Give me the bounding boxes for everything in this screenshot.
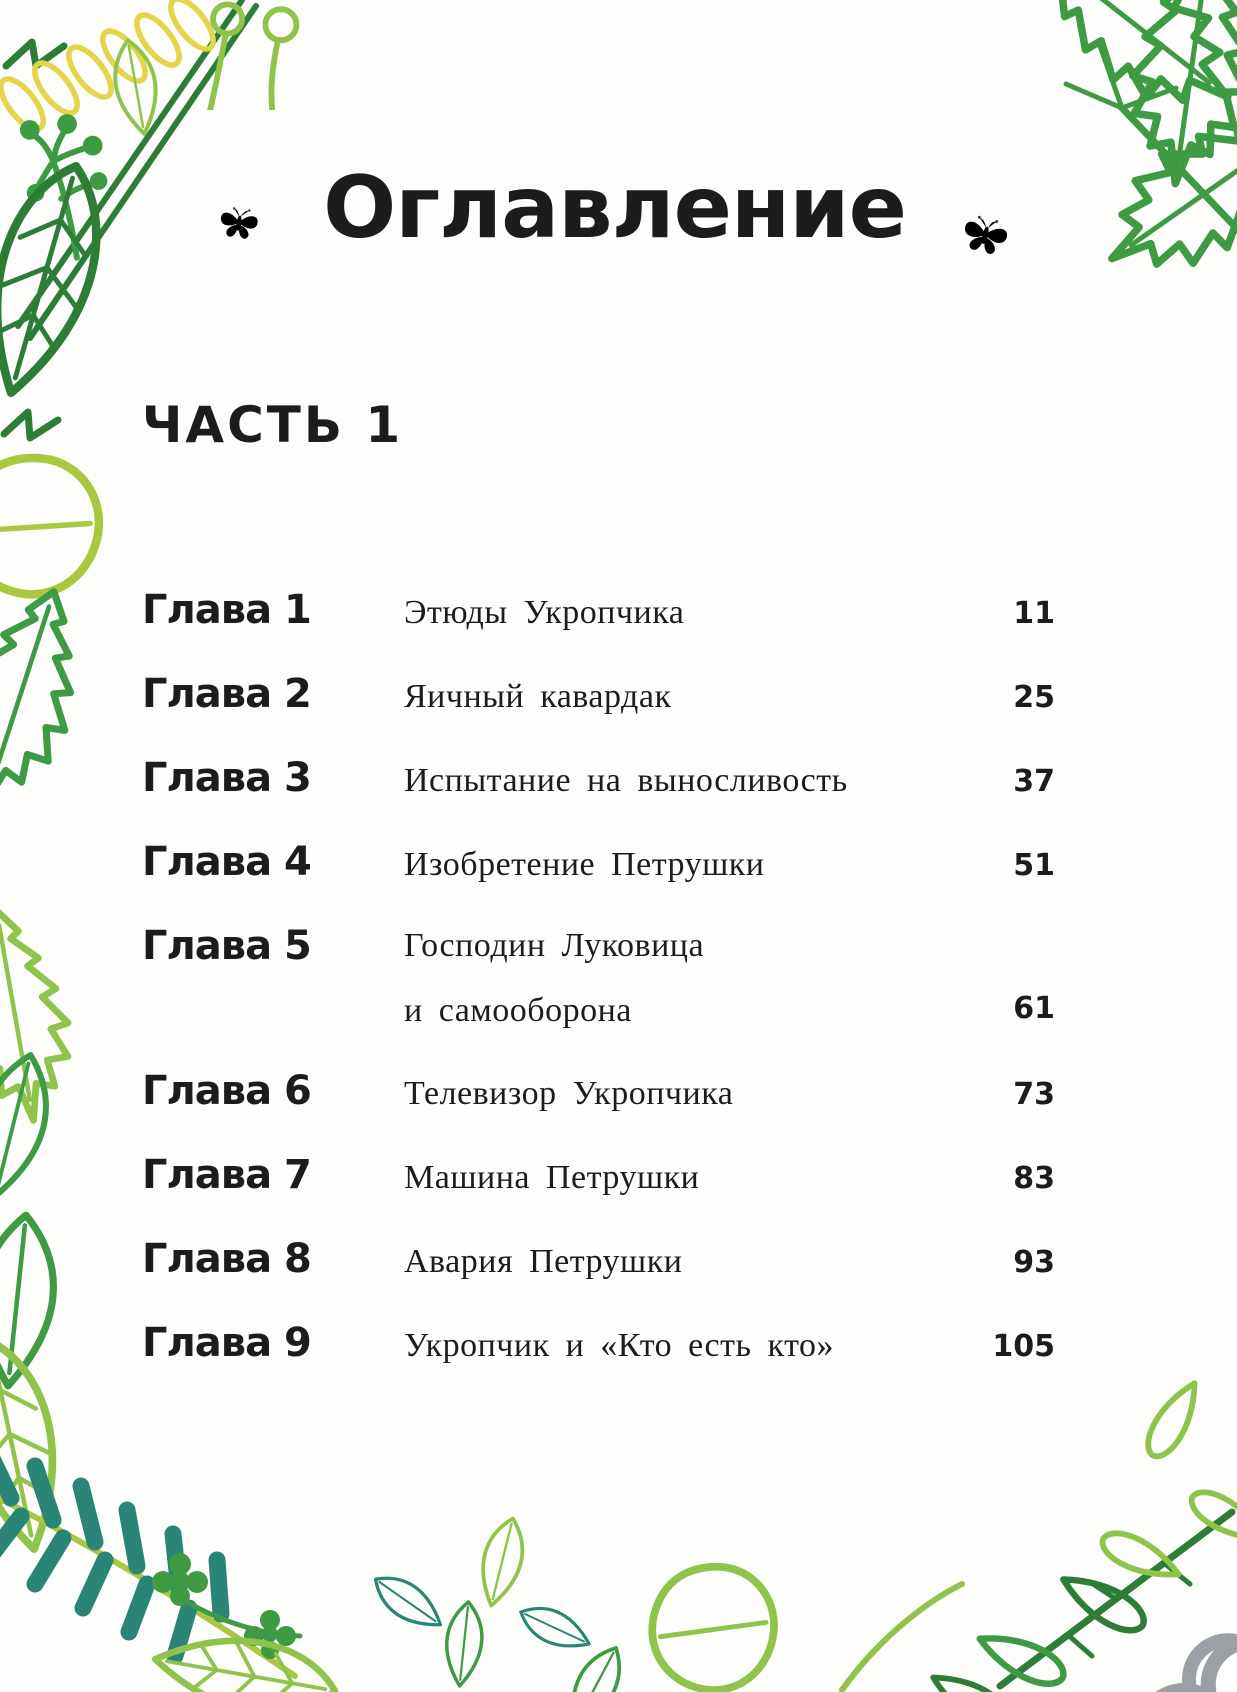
toc-row	[142, 756, 1055, 804]
toc-row	[142, 1153, 1055, 1201]
toc-row	[142, 1321, 1055, 1369]
chapter-title: Изобретение Петрушки	[404, 846, 765, 883]
leaf-doodle	[501, 1572, 610, 1684]
butterfly-icon	[213, 193, 267, 243]
chapter-label: Глава 2	[142, 671, 311, 717]
page-number: 61	[1013, 991, 1055, 1026]
chapter-title: Телевизор Укропчика	[404, 1075, 734, 1112]
leaf-doodle	[351, 1545, 466, 1659]
page-number: 93	[1013, 1245, 1055, 1280]
page-number: 51	[1013, 848, 1055, 883]
chapter-title: Авария Петрушки	[404, 1243, 683, 1280]
page-title: Оглавление	[323, 158, 906, 258]
leaf-doodle	[116, 1595, 373, 1692]
chapter-label: Глава 7	[142, 1152, 311, 1198]
leaf-doodle	[454, 1492, 551, 1633]
chapter-title	[404, 924, 983, 1033]
leaf-doodle	[0, 556, 149, 840]
toc-row	[142, 1069, 1055, 1117]
chapter-label: Глава 6	[142, 1068, 311, 1114]
page-number: 11	[1013, 596, 1055, 631]
leaf-doodle	[0, 1308, 106, 1582]
chapter-title: Укропчик и «Кто есть кто»	[404, 1327, 834, 1364]
chapter-label: Глава 5	[142, 923, 311, 969]
toc-row	[142, 1237, 1055, 1285]
part-heading: ЧАСТЬ 1	[142, 396, 404, 454]
chapter-title-line1: Господин Луковица	[404, 927, 705, 964]
leaf-doodle	[0, 857, 114, 1174]
yellow-loops-doodle	[0, 0, 242, 132]
leaf-doodle	[0, 1172, 94, 1429]
toc-row	[142, 840, 1055, 888]
table-of-contents	[142, 588, 1055, 1405]
toc-row	[142, 672, 1055, 720]
leaf-doodle	[90, 23, 181, 152]
flower-cluster-doodle	[150, 1538, 320, 1678]
chapter-label: Глава 1	[142, 587, 311, 633]
squiggle-doodle	[0, 0, 80, 90]
chapter-label: Глава 8	[142, 1236, 311, 1282]
fern-doodle	[0, 1438, 295, 1692]
leaf-doodle	[427, 1589, 502, 1692]
chapter-title: Машина Петрушки	[404, 1159, 700, 1196]
chapter-title: Яичный кавардак	[404, 678, 672, 715]
flower-branch-doodle	[932, 1498, 1237, 1692]
leaf-doodle	[0, 432, 142, 619]
chapter-label: Глава 4	[142, 839, 311, 885]
leaf-doodle	[629, 1550, 795, 1692]
leaf-doodle	[542, 1629, 648, 1692]
ring-berries-doodle	[182, 0, 310, 110]
page-number: 105	[992, 1329, 1055, 1364]
page-number: 25	[1013, 680, 1055, 715]
page-number: 83	[1013, 1161, 1055, 1196]
chapter-label: Глава 3	[142, 755, 311, 801]
leaf-doodle	[0, 1018, 90, 1234]
page-header	[0, 158, 1237, 258]
toc-row	[142, 588, 1055, 636]
chapter-title-line2: и самооборона	[404, 992, 632, 1029]
toc-row	[142, 924, 1055, 1033]
grass-blade-doodle	[836, 1576, 966, 1692]
squiggle-doodle	[0, 390, 70, 450]
page-number: 73	[1013, 1077, 1055, 1112]
chapter-title: Этюды Укропчика	[404, 594, 685, 631]
butterfly-icon	[953, 198, 1019, 260]
chapter-label: Глава 9	[142, 1320, 311, 1366]
page-number: 37	[1013, 764, 1055, 799]
chapter-title: Испытание на выносливость	[404, 762, 848, 799]
